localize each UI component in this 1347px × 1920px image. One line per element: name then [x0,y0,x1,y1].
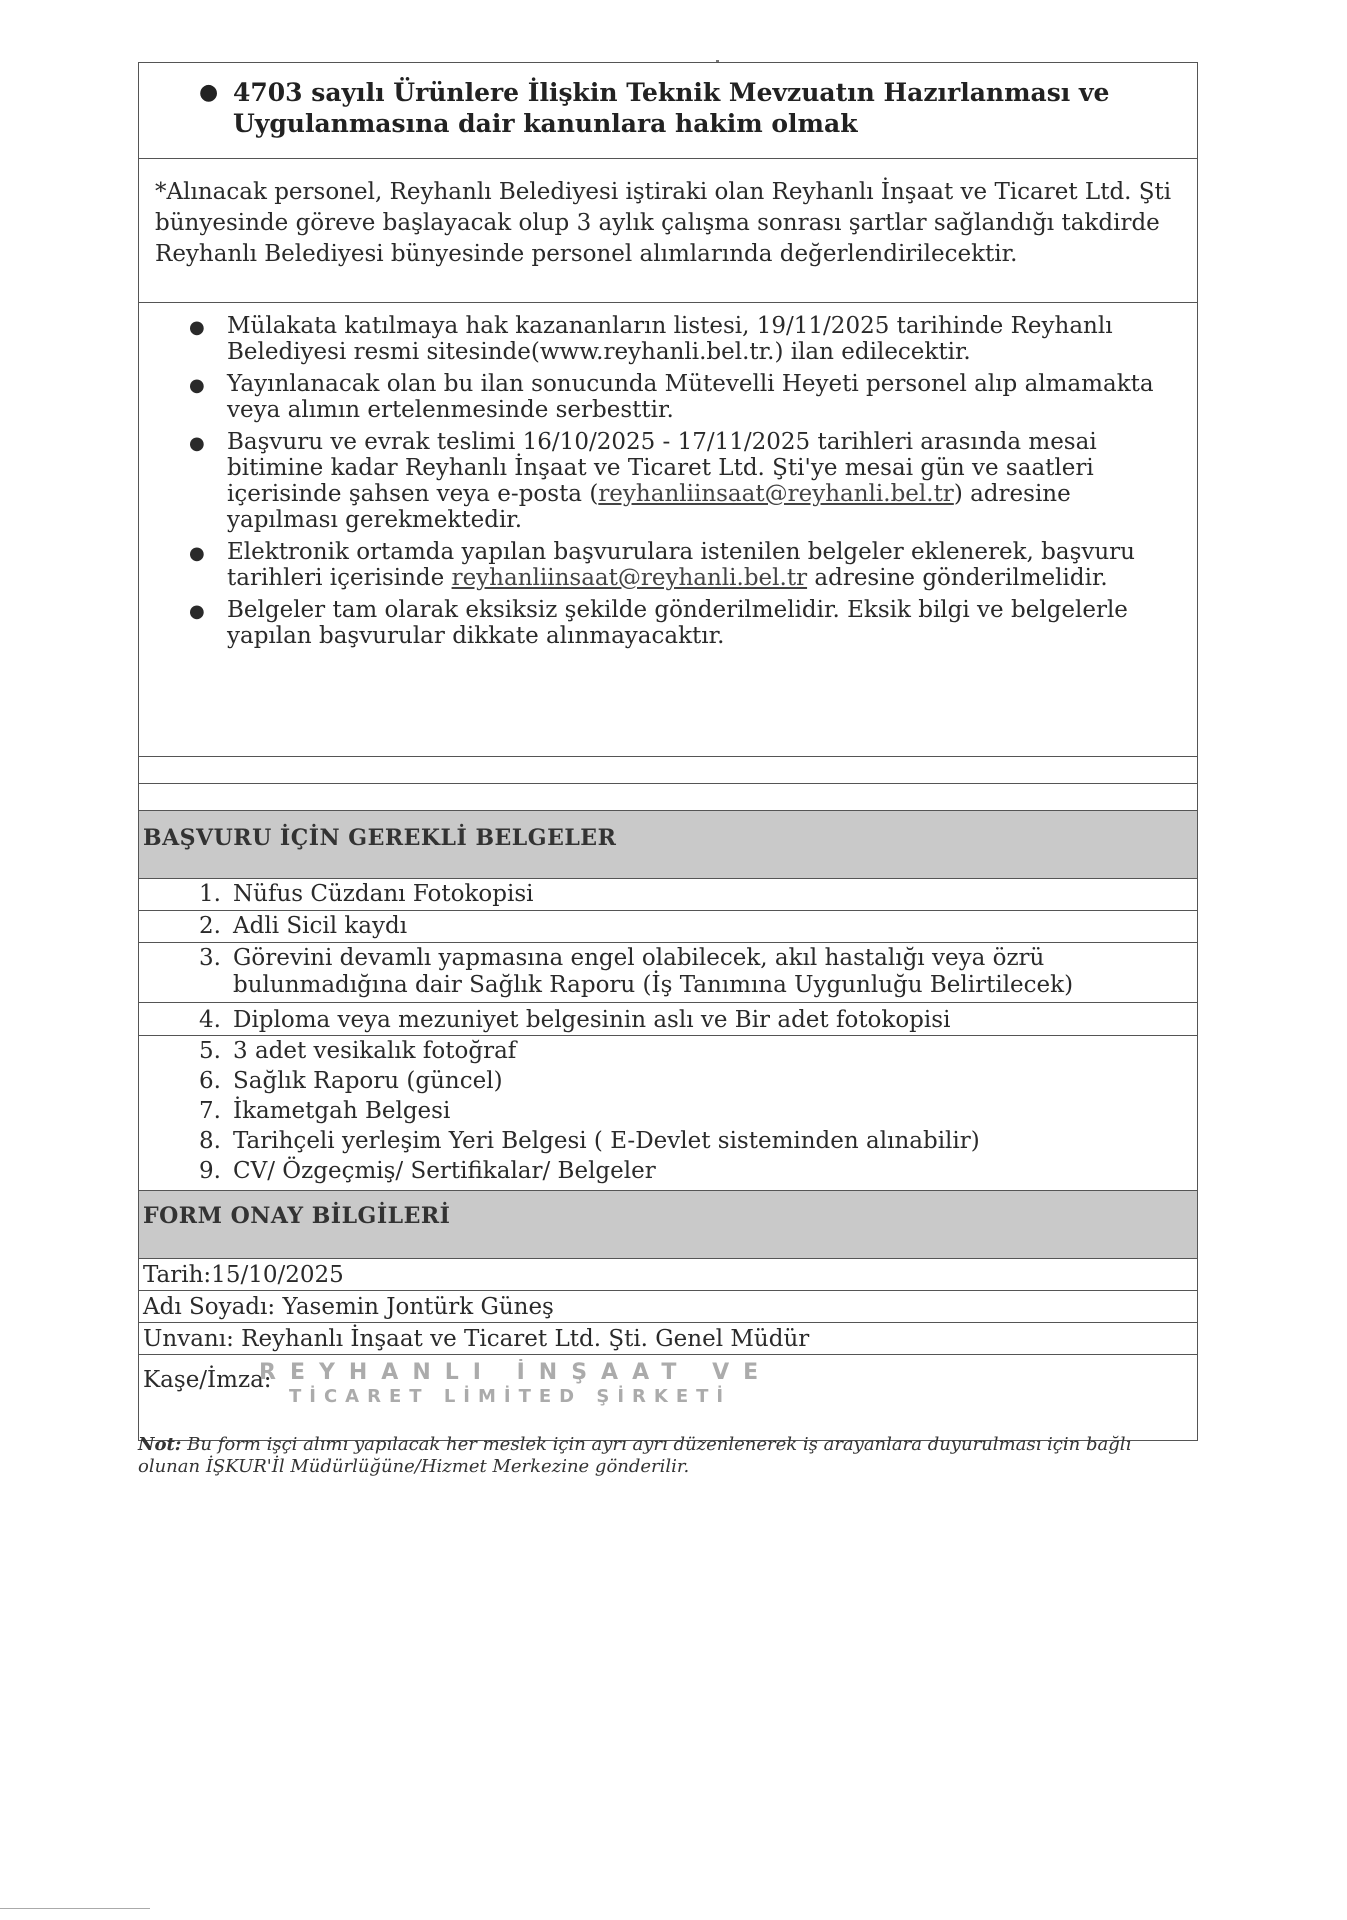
document-text: Görevini devamlı yapmasına engel olabilecek, akıl hastalığı veya özrü bulunmadığına dair Sağlık Raporu (İş Tanımına Uygunluğu Belirtilecek) [233,945,1074,998]
rule-item [189,429,1179,533]
document-item [139,1156,1197,1186]
rule-text: Mülakata katılmaya hak kazananların listesi, 19/11/2025 tarihinde Reyhanlı Belediyesi resmi sitesinde(www.reyhanli.bel.tr.) ilan edilecektir. [227,313,1113,365]
company-stamp [259,1361,772,1409]
requirement-item [199,77,1157,139]
rule-item [189,539,1179,591]
document-number: 5. [199,1038,221,1064]
rule-item [189,313,1179,365]
rule-item [189,371,1179,423]
document-text: Tarihçeli yerleşim Yeri Belgesi ( E-Devlet sisteminden alınabilir) [233,1128,980,1154]
rule-text-part: ) adresine yapılması gerekmektedir. [227,481,1071,533]
form-approval-heading: FORM ONAY BİLGİLERİ [139,1191,1197,1259]
empty-row [139,784,1197,811]
footnote-label: Not: [138,1434,182,1455]
rule-text-part: adresine gönderilmelidir. [807,565,1108,591]
email-link[interactable]: reyhanliinsaat@reyhanli.bel.tr [598,481,954,507]
document-text: Diploma veya mezuniyet belgesinin aslı ve Bir adet fotokopisi [233,1007,951,1033]
document-number: 2. [199,913,221,939]
bullet-icon: ● [189,433,205,454]
date-field: Tarih:15/10/2025 [139,1259,1197,1291]
footnote-text: Bu form işçi alımı yapılacak her meslek için ayrı ayrı düzenlenerek iş arayanlara duyurulması için bağlı olunan İŞKUR'İl Müdürlüğüne/Hizmet Merkezine gönderilir. [138,1434,1132,1477]
document-text: Sağlık Raporu (güncel) [233,1068,503,1094]
rule-text: Yayınlanacak olan bu ilan sonucunda Mütevelli Heyeti personel alıp almamakta veya alımın ertelenmesinde serbesttir. [227,371,1154,423]
document-item [139,879,1197,911]
bullet-icon: ● [189,601,205,622]
rule-text-part: Başvuru ve evrak teslimi 16/10/2025 - 17/11/2025 tarihleri arasında mesai bitimine kadar Reyhanlı İnşaat ve Ticaret Ltd. Şti'ye mesai gün ve saatleri içerisinde şahsen veya e-posta ( [227,429,1097,507]
document-item [139,911,1197,943]
document-item [139,1096,1197,1126]
document-item [139,1036,1197,1066]
rule-text [227,539,1179,591]
document-item [139,943,1197,1003]
stamp-line: REYHANLI İNŞAAT VE [259,1360,773,1385]
document-item [139,1126,1197,1156]
rule-text-part: Elektronik ortamda yapılan başvurulara istenilen belgeler eklenerek, başvuru tarihleri içerisinde [227,539,1135,591]
document-text: İkametgah Belgesi [233,1098,451,1124]
announcement-form [138,62,1198,1441]
document-text: CV/ Özgeçmiş/ Sertifikalar/ Belgeler [233,1158,656,1184]
document-number: 7. [199,1098,221,1124]
bullet-icon: ● [189,317,205,338]
document-item [139,1005,1197,1036]
document-number: 8. [199,1128,221,1154]
name-field: Adı Soyadı: Yasemin Jontürk Güneş [139,1291,1197,1323]
rule-item [189,597,1179,649]
document-number: 9. [199,1158,221,1184]
bullet-icon: ● [189,543,205,564]
rule-text: Belgeler tam olarak eksiksiz şekilde gönderilmelidir. Eksik bilgi ve belgelerle yapılan başvurular dikkate alınmayacaktır. [227,597,1128,649]
scan-edge-line [0,1908,150,1909]
document-number: 4. [199,1007,221,1033]
personnel-note: *Alınacak personel, Reyhanlı Belediyesi iştiraki olan Reyhanlı İnşaat ve Ticaret Ltd. Şti bünyesinde göreve başlayacak olup 3 aylık çalışma sonrası şartlar sağlandığı takdirde Reyhanlı Belediyesi bünyesinde personel alımlarında değerlendirilecektir. [139,159,1197,303]
rule-text [227,429,1179,533]
documents-heading: BAŞVURU İÇİN GEREKLİ BELGELER [139,811,1197,879]
document-number: 3. [199,945,221,971]
document-list-rest [139,1003,1197,1191]
title-field: Unvanı: Reyhanlı İnşaat ve Ticaret Ltd. Şti. Genel Müdür [139,1323,1197,1355]
stamp-label: Kaşe/İmza: [143,1367,272,1393]
stamp-line: TİCARET LİMİTED ŞİRKETİ [289,1386,732,1407]
document-item [139,1066,1197,1096]
empty-row [139,757,1197,784]
document-text: Nüfus Cüzdanı Fotokopisi [233,881,534,907]
document-number: 1. [199,881,221,907]
footnote [138,1434,1198,1478]
document-number: 6. [199,1068,221,1094]
requirement-text: 4703 sayılı Ürünlere İlişkin Teknik Mevzuatın Hazırlanması ve Uygulanmasına dair kanunlara hakim olmak [233,78,1110,138]
document-text: Adli Sicil kaydı [233,913,408,939]
application-rules [139,303,1197,757]
bullet-icon: ● [189,375,205,396]
stamp-signature-field [139,1355,1197,1441]
requirement-block [139,63,1197,159]
document-text: 3 adet vesikalık fotoğraf [233,1038,517,1064]
bullet-icon: ● [199,79,219,105]
email-link[interactable]: reyhanliinsaat@reyhanli.bel.tr [451,565,808,591]
